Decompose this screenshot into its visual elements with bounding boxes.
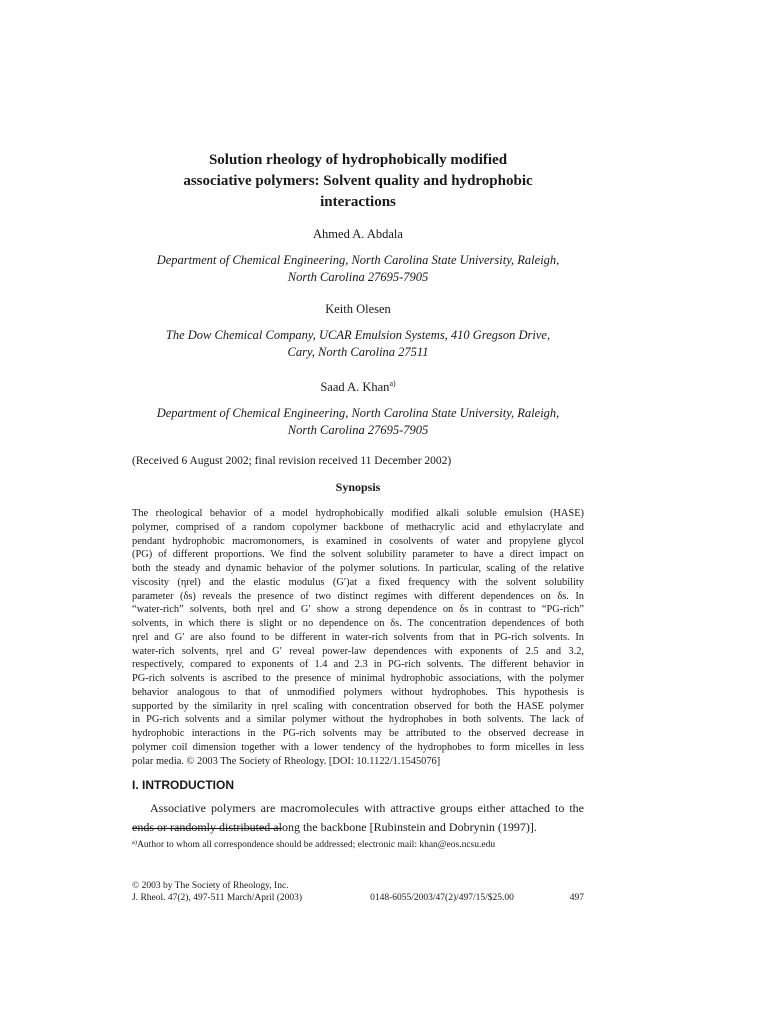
author-affiliation: Department of Chemical Engineering, North Carolina State University, Raleigh, North Carolina 27695-7905 (156, 406, 560, 437)
footnote-rule (132, 828, 282, 829)
copyright-line: © 2003 by The Society of Rheology, Inc. (132, 881, 289, 891)
received-dates: (Received 6 August 2002; final revision received 11 December 2002) (132, 455, 452, 467)
abstract-line: polymer, comprised of a random copolymer backbone of methacrylic acid and ethylacrylate and (132, 521, 584, 533)
abstract-line: behavior analogous to that of unmodified polymers without hydrophobes. This hypothesis is (132, 686, 584, 698)
synopsis-heading: Synopsis (335, 480, 381, 494)
author-name: Saad A. Khan$^{a)}$ (320, 379, 396, 394)
abstract (132, 507, 584, 768)
author-name: Keith Olesen (325, 302, 391, 316)
abstract-line: “water-rich” solvents, both ηrel and G′ show a strong dependence on δs in contrast to “PG-rich” (132, 604, 584, 616)
intro-paragraph: Associative polymers are macromolecules with attractive groups either attached to the ends or randomly distributed along the backbone [Rubinstein and Dobrynin (1997)]. (132, 801, 584, 835)
title-line: associative polymers: Solvent quality and hydrophobic (183, 173, 533, 189)
abstract-line: (PG) of different proportions. We find the solvent solubility parameter to have a direct impact on (132, 549, 584, 561)
journal-citation: J. Rheol. 47(2), 497-511 March/April (2003) (132, 893, 303, 903)
abstract-line: both the steady and dynamic behavior of the polymer solutions. In particular, scaling of the relative (132, 563, 584, 574)
paper-page (132, 150, 584, 837)
page-number: 497 (569, 893, 584, 903)
abstract-line: respectively, compared to exponents of 1.4 and 2.3 in PG-rich solvents. The different behavior in (132, 659, 584, 671)
paper-title (132, 150, 584, 213)
footnote-text: Author to whom all correspondence should be addressed; electronic mail: khan@eos.ncsu.edu (137, 840, 496, 850)
abstract-line: hydrophobic interactions in the PG-rich solvents may be attributed to the observed decrease in (132, 728, 584, 739)
abstract-line: pendant hydrophobic macromonomers, is examined in cosolvents of water and propylene glycol (132, 535, 584, 547)
abstract-line: supported by the similarity in ηrel scaling with concentration observed for both the HASE polymer (132, 700, 584, 712)
abstract-line: ηrel and G′ are also found to be different in water-rich solvents from that in PG-rich solvents. In (132, 631, 584, 643)
abstract-line: in PG-rich solvents and a similar polymer without the hydrophobes in both solvents. The lack of (132, 714, 584, 726)
abstract-line: parameter (δs) reveals the presence of two distinct regimes with different dependences on δs. In (132, 590, 584, 602)
author-affiliation: Department of Chemical Engineering, North Carolina State University, Raleigh, North Carolina 27695-7905 (156, 253, 560, 284)
section-heading: I. INTRODUCTION (132, 778, 234, 793)
abstract-line: polymer coil dimension together with a lower tendency of the hydrophobes to form micelles in less (132, 741, 584, 753)
abstract-line: water-rich solvents, ηrel and G′ reveal power-law dependences with exponents of 2.5 and 3.2, (132, 645, 584, 657)
author-affiliation: The Dow Chemical Company, UCAR Emulsion Systems, 410 Gregson Drive, Cary, North Carolina 27511 (165, 328, 551, 359)
issn-code: 0148-6055/2003/47(2)/497/15/$25.00 (370, 893, 514, 903)
abstract-line: The rheological behavior of a model hydrophobically modified alkali soluble emulsion (HASE) (132, 508, 584, 519)
author-note-mark: a) (389, 379, 396, 388)
footnote-mark: a) (132, 839, 138, 846)
footnote (132, 836, 584, 852)
abstract-line: solvents, in which there is slight or no dependence on δs. The concentration dependences of both (132, 618, 584, 629)
author-name: Ahmed A. Abdala (313, 227, 403, 241)
abstract-line: viscosity (ηrel) and the elastic modulus (G′)at a fixed frequency with the solvent solubility (132, 576, 584, 588)
title-line: interactions (320, 194, 396, 210)
abstract-line: polar media. © 2003 The Society of Rheology. [DOI: 10.1122/1.1545076] (132, 755, 441, 767)
abstract-line: PG-rich solvents is ascribed to the presence of minimal hydrophobic associations, with the polymer (132, 673, 584, 684)
title-line: Solution rheology of hydrophobically modified (208, 152, 508, 168)
page-footer (132, 880, 584, 904)
